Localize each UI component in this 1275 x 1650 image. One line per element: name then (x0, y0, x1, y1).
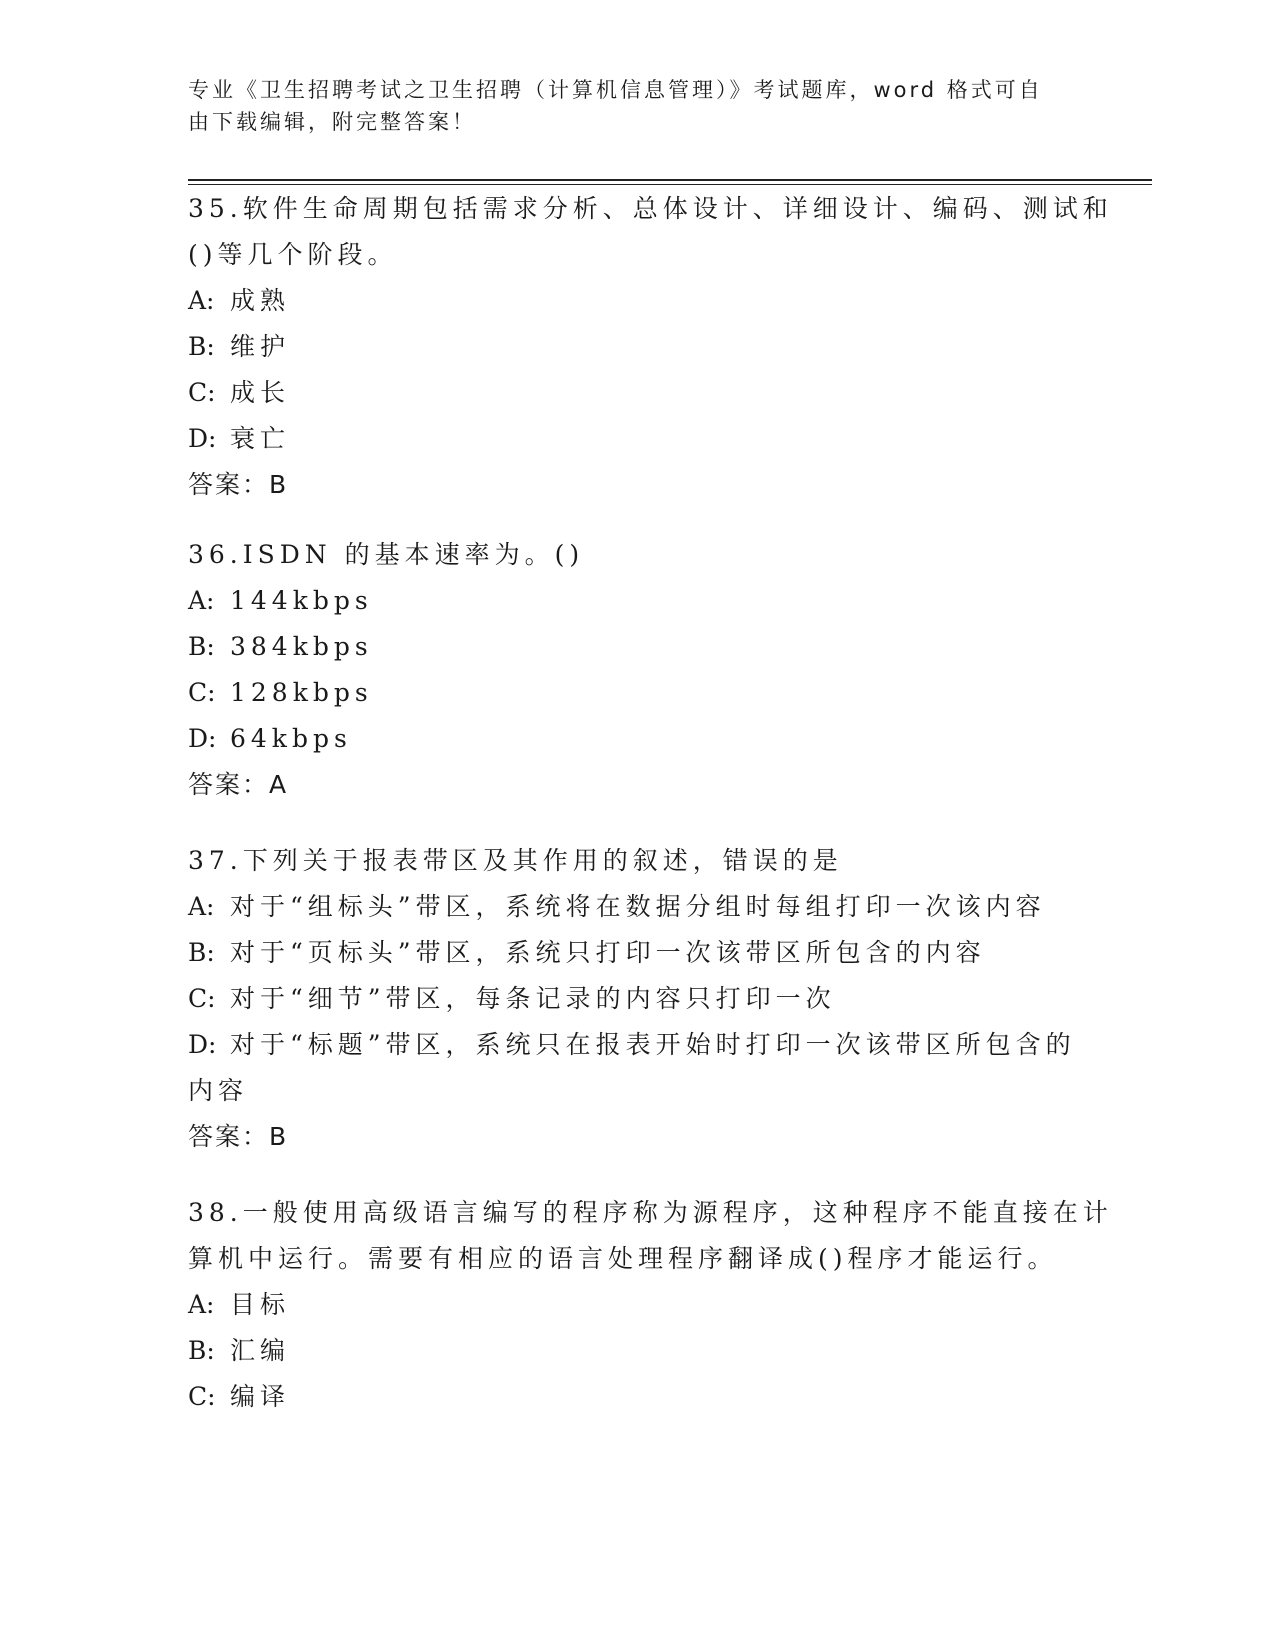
header-divider-thick (188, 179, 1152, 181)
option-d (188, 416, 1088, 462)
question-stem-line: ()等几个阶段。 (188, 240, 398, 269)
question-37 (188, 838, 1088, 1160)
header-line-2: 由下载编辑，附完整答案！ (188, 110, 476, 134)
option-text: 对于“组标头”带区，系统将在数据分组时每组打印一次该内容 (230, 892, 1046, 921)
option-text: 对于“细节”带区，每条记录的内容只打印一次 (230, 984, 836, 1013)
option-letter: C: (188, 984, 216, 1013)
option-c (188, 1374, 1088, 1420)
question-35 (188, 186, 1113, 508)
option-text: 维护 (230, 332, 291, 361)
option-text: 对于“页标头”带区，系统只打印一次该带区所包含的内容 (230, 938, 986, 967)
header-line-1: 专业《卫生招聘考试之卫生招聘（计算机信息管理）》考试题库，word 格式可自 (188, 78, 1043, 102)
option-letter: B: (188, 938, 215, 967)
answer-line: 答案：B (188, 470, 289, 499)
option-letter: C: (188, 1382, 216, 1411)
option-text: 汇编 (230, 1336, 291, 1365)
option-text: 目标 (230, 1290, 291, 1319)
option-text: 384kbps (230, 632, 373, 661)
option-d (188, 1022, 1088, 1068)
option-a (188, 1282, 1088, 1328)
option-c (188, 370, 1088, 416)
option-letter: B: (188, 1336, 215, 1365)
option-letter: D: (188, 1030, 217, 1059)
option-letter: D: (188, 724, 217, 753)
question-stem-line: 算机中运行。需要有相应的语言处理程序翻译成()程序才能运行。 (188, 1244, 1058, 1273)
option-text: 成长 (230, 378, 291, 407)
question-stem-line: 38.一般使用高级语言编写的程序称为源程序，这种程序不能直接在计 (188, 1198, 1113, 1227)
option-letter: B: (188, 332, 215, 361)
question-38 (188, 1190, 1113, 1420)
option-letter: C: (188, 678, 216, 707)
question-stem-line: 36.ISDN 的基本速率为。() (188, 540, 585, 569)
option-b (188, 1328, 1088, 1374)
option-c (188, 670, 1088, 716)
option-a (188, 278, 1088, 324)
document-header (188, 74, 1068, 138)
question-stem-line: 37.下列关于报表带区及其作用的叙述，错误的是 (188, 846, 843, 875)
option-letter: C: (188, 378, 216, 407)
header-divider-thin (188, 184, 1152, 185)
option-d (188, 716, 1088, 762)
option-letter: A: (188, 1290, 215, 1319)
option-b (188, 624, 1088, 670)
option-c (188, 976, 1088, 1022)
question-stem-line: 35.软件生命周期包括需求分析、总体设计、详细设计、编码、测试和 (188, 194, 1113, 223)
option-text: 成熟 (230, 286, 291, 315)
option-text: 128kbps (230, 678, 373, 707)
option-text: 编译 (230, 1382, 291, 1411)
answer-line: 答案：B (188, 1122, 289, 1151)
option-letter: B: (188, 632, 215, 661)
option-letter: A: (188, 892, 215, 921)
option-b (188, 324, 1088, 370)
option-text: 对于“标题”带区，系统只在报表开始时打印一次该带区所包含的 (230, 1030, 1076, 1059)
option-letter: A: (188, 586, 215, 615)
option-a (188, 578, 1088, 624)
option-a (188, 884, 1088, 930)
answer-line: 答案：A (188, 770, 289, 799)
option-letter: D: (188, 424, 217, 453)
option-text: 144kbps (230, 586, 373, 615)
option-b (188, 930, 1088, 976)
question-36 (188, 532, 1088, 808)
option-text: 64kbps (230, 724, 352, 753)
option-text: 衰亡 (230, 424, 291, 453)
option-letter: A: (188, 286, 215, 315)
option-d-continuation: 内容 (188, 1076, 249, 1105)
